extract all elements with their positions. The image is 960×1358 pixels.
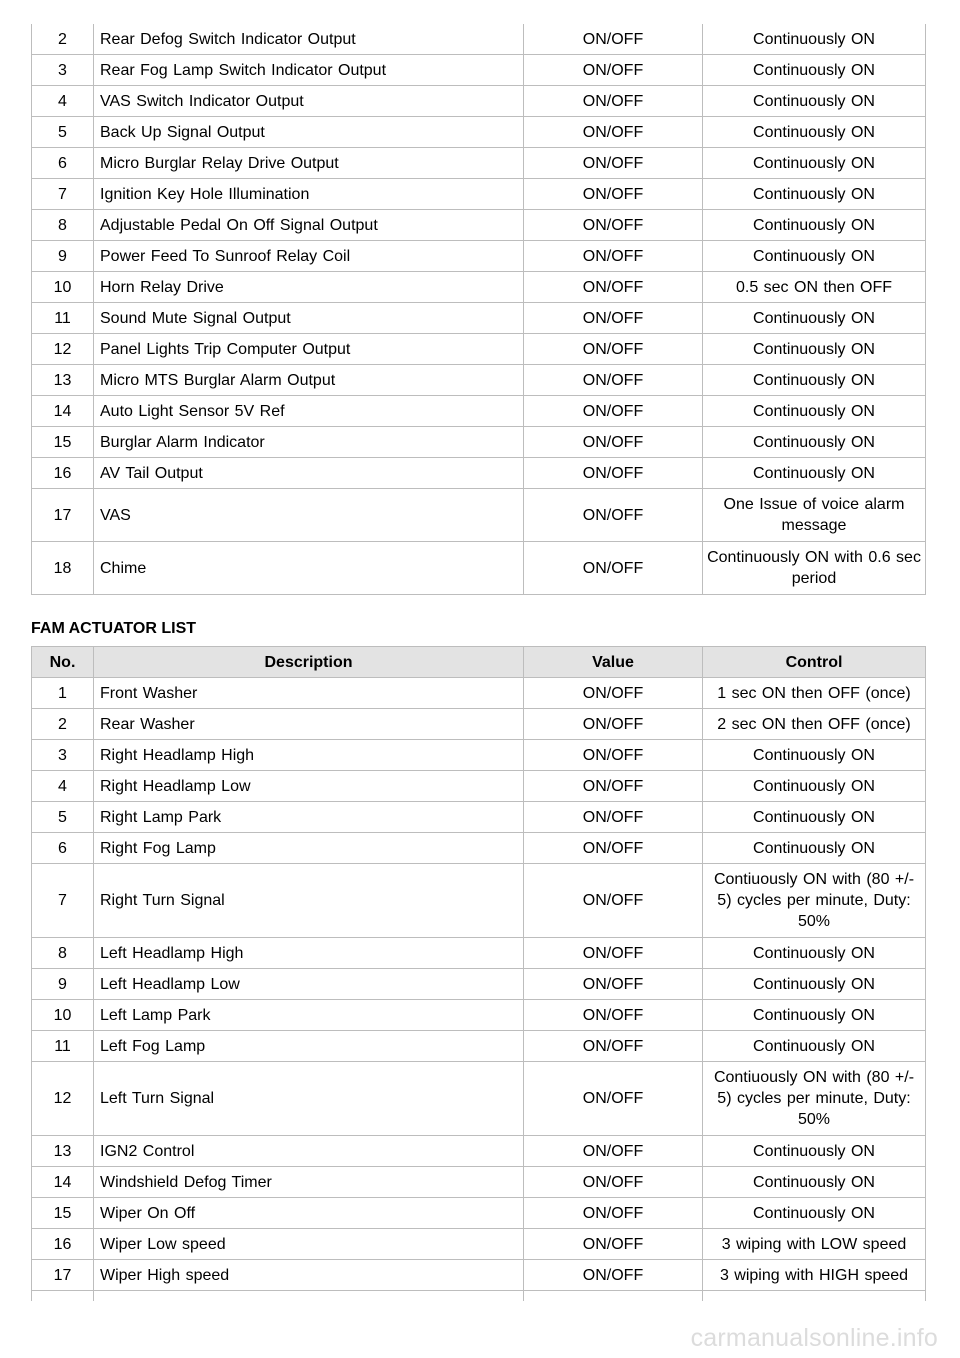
row-control: Continuously ON xyxy=(703,86,926,117)
table-row xyxy=(32,542,926,595)
row-value: ON/OFF xyxy=(524,396,703,427)
table-header-row xyxy=(32,647,926,678)
table-row xyxy=(32,771,926,802)
row-number: 9 xyxy=(32,241,94,272)
table-row xyxy=(32,864,926,938)
table-row-continuation xyxy=(32,1291,926,1302)
row-control: Continuously ON xyxy=(703,833,926,864)
row-description: Burglar Alarm Indicator xyxy=(94,427,524,458)
row-number: 8 xyxy=(32,938,94,969)
continuation-cell xyxy=(524,1291,703,1302)
table-row xyxy=(32,802,926,833)
row-number: 9 xyxy=(32,969,94,1000)
table-row xyxy=(32,1229,926,1260)
row-number: 12 xyxy=(32,334,94,365)
watermark: carmanualsonline.info xyxy=(690,1324,938,1352)
table-row xyxy=(32,24,926,55)
table-row xyxy=(32,458,926,489)
continuation-cell xyxy=(32,1291,94,1302)
row-number: 5 xyxy=(32,117,94,148)
table-row xyxy=(32,272,926,303)
row-number: 2 xyxy=(32,24,94,55)
row-value: ON/OFF xyxy=(524,1260,703,1291)
row-description: Panel Lights Trip Computer Output xyxy=(94,334,524,365)
row-control: 1 sec ON then OFF (once) xyxy=(703,678,926,709)
row-value: ON/OFF xyxy=(524,179,703,210)
row-value: ON/OFF xyxy=(524,542,703,595)
row-description: Adjustable Pedal On Off Signal Output xyxy=(94,210,524,241)
row-value: ON/OFF xyxy=(524,938,703,969)
row-number: 13 xyxy=(32,1136,94,1167)
table-row xyxy=(32,55,926,86)
row-number: 16 xyxy=(32,1229,94,1260)
header-control: Control xyxy=(703,647,926,678)
table-row xyxy=(32,334,926,365)
row-value: ON/OFF xyxy=(524,1062,703,1136)
row-value: ON/OFF xyxy=(524,709,703,740)
row-control: Continuously ON xyxy=(703,396,926,427)
row-value: ON/OFF xyxy=(524,489,703,542)
row-number: 4 xyxy=(32,771,94,802)
row-number: 17 xyxy=(32,489,94,542)
row-number: 18 xyxy=(32,542,94,595)
row-description: AV Tail Output xyxy=(94,458,524,489)
row-number: 15 xyxy=(32,1198,94,1229)
row-number: 6 xyxy=(32,833,94,864)
row-control: Continuously ON xyxy=(703,969,926,1000)
row-number: 7 xyxy=(32,864,94,938)
row-number: 5 xyxy=(32,802,94,833)
row-description: Front Washer xyxy=(94,678,524,709)
row-description: Windshield Defog Timer xyxy=(94,1167,524,1198)
row-number: 7 xyxy=(32,179,94,210)
table-row xyxy=(32,365,926,396)
header-no: No. xyxy=(32,647,94,678)
row-description: Micro MTS Burglar Alarm Output xyxy=(94,365,524,396)
row-number: 10 xyxy=(32,1000,94,1031)
row-value: ON/OFF xyxy=(524,117,703,148)
row-control: Continuously ON xyxy=(703,458,926,489)
row-description: IGN2 Control xyxy=(94,1136,524,1167)
row-control: Continuously ON xyxy=(703,365,926,396)
continuation-cell xyxy=(703,1291,926,1302)
row-control: Continuously ON xyxy=(703,802,926,833)
table-row xyxy=(32,1260,926,1291)
row-value: ON/OFF xyxy=(524,1031,703,1062)
table-row xyxy=(32,938,926,969)
row-value: ON/OFF xyxy=(524,24,703,55)
row-number: 1 xyxy=(32,678,94,709)
row-number: 3 xyxy=(32,740,94,771)
row-value: ON/OFF xyxy=(524,55,703,86)
row-control: Continuously ON xyxy=(703,1000,926,1031)
row-description: Horn Relay Drive xyxy=(94,272,524,303)
row-value: ON/OFF xyxy=(524,969,703,1000)
row-description: Auto Light Sensor 5V Ref xyxy=(94,396,524,427)
row-description: Right Turn Signal xyxy=(94,864,524,938)
row-control: 3 wiping with HIGH speed xyxy=(703,1260,926,1291)
row-value: ON/OFF xyxy=(524,771,703,802)
table-row xyxy=(32,148,926,179)
row-number: 16 xyxy=(32,458,94,489)
row-description: Back Up Signal Output xyxy=(94,117,524,148)
row-value: ON/OFF xyxy=(524,1198,703,1229)
row-number: 4 xyxy=(32,86,94,117)
row-value: ON/OFF xyxy=(524,303,703,334)
row-number: 2 xyxy=(32,709,94,740)
row-control: Continuously ON xyxy=(703,55,926,86)
row-control: Continuously ON xyxy=(703,938,926,969)
fam-actuator-table xyxy=(31,646,926,1301)
table-row xyxy=(32,709,926,740)
table-row xyxy=(32,1136,926,1167)
table-row xyxy=(32,86,926,117)
table-row xyxy=(32,210,926,241)
row-control: Continuously ON xyxy=(703,303,926,334)
table-row xyxy=(32,1167,926,1198)
row-description: Micro Burglar Relay Drive Output xyxy=(94,148,524,179)
row-description: Rear Washer xyxy=(94,709,524,740)
table-row xyxy=(32,427,926,458)
row-number: 3 xyxy=(32,55,94,86)
row-number: 10 xyxy=(32,272,94,303)
row-value: ON/OFF xyxy=(524,678,703,709)
table-row xyxy=(32,489,926,542)
row-control: Continuously ON xyxy=(703,427,926,458)
row-description: Left Lamp Park xyxy=(94,1000,524,1031)
row-value: ON/OFF xyxy=(524,458,703,489)
row-description: Left Headlamp High xyxy=(94,938,524,969)
row-value: ON/OFF xyxy=(524,241,703,272)
row-description: VAS xyxy=(94,489,524,542)
row-description: Ignition Key Hole Illumination xyxy=(94,179,524,210)
table-row xyxy=(32,969,926,1000)
table-row xyxy=(32,1198,926,1229)
row-number: 14 xyxy=(32,1167,94,1198)
row-value: ON/OFF xyxy=(524,210,703,241)
row-control: Continuously ON xyxy=(703,334,926,365)
row-description: Left Fog Lamp xyxy=(94,1031,524,1062)
table-row xyxy=(32,179,926,210)
row-description: Sound Mute Signal Output xyxy=(94,303,524,334)
table-row xyxy=(32,117,926,148)
actuator-table-continued xyxy=(31,24,926,595)
row-number: 11 xyxy=(32,303,94,334)
row-value: ON/OFF xyxy=(524,1136,703,1167)
row-control: Continuously ON xyxy=(703,241,926,272)
table-row xyxy=(32,1000,926,1031)
row-number: 15 xyxy=(32,427,94,458)
row-control: Continuously ON xyxy=(703,1167,926,1198)
row-value: ON/OFF xyxy=(524,86,703,117)
table-row xyxy=(32,241,926,272)
row-control: Continuously ON xyxy=(703,24,926,55)
table-row xyxy=(32,833,926,864)
table-row xyxy=(32,740,926,771)
row-control: Continuously ON xyxy=(703,740,926,771)
row-control: 0.5 sec ON then OFF xyxy=(703,272,926,303)
row-number: 14 xyxy=(32,396,94,427)
row-control: Continuously ON xyxy=(703,148,926,179)
row-control: Continuously ON xyxy=(703,179,926,210)
row-number: 6 xyxy=(32,148,94,179)
row-control: Continuously ON with 0.6 sec period xyxy=(703,542,926,595)
row-description: Left Headlamp Low xyxy=(94,969,524,1000)
section-heading: FAM ACTUATOR LIST xyxy=(31,620,197,637)
row-control: Continuously ON xyxy=(703,117,926,148)
row-description: Right Lamp Park xyxy=(94,802,524,833)
row-description: Wiper Low speed xyxy=(94,1229,524,1260)
row-control: Continuously ON xyxy=(703,771,926,802)
row-number: 17 xyxy=(32,1260,94,1291)
row-number: 12 xyxy=(32,1062,94,1136)
row-value: ON/OFF xyxy=(524,334,703,365)
row-description: Wiper On Off xyxy=(94,1198,524,1229)
row-value: ON/OFF xyxy=(524,802,703,833)
row-value: ON/OFF xyxy=(524,740,703,771)
row-value: ON/OFF xyxy=(524,427,703,458)
table-row xyxy=(32,678,926,709)
table-row xyxy=(32,303,926,334)
row-description: Left Turn Signal xyxy=(94,1062,524,1136)
row-description: VAS Switch Indicator Output xyxy=(94,86,524,117)
row-control: 2 sec ON then OFF (once) xyxy=(703,709,926,740)
row-description: Chime xyxy=(94,542,524,595)
row-control: Continuously ON xyxy=(703,1031,926,1062)
row-number: 8 xyxy=(32,210,94,241)
row-number: 11 xyxy=(32,1031,94,1062)
row-description: Right Headlamp Low xyxy=(94,771,524,802)
row-value: ON/OFF xyxy=(524,365,703,396)
continuation-cell xyxy=(94,1291,524,1302)
row-control: Contiuously ON with (80 +/- 5) cycles per minute, Duty: 50% xyxy=(703,864,926,938)
table-row xyxy=(32,1062,926,1136)
row-control: Continuously ON xyxy=(703,1198,926,1229)
row-control: Contiuously ON with (80 +/- 5) cycles per minute, Duty: 50% xyxy=(703,1062,926,1136)
row-value: ON/OFF xyxy=(524,864,703,938)
row-description: Rear Defog Switch Indicator Output xyxy=(94,24,524,55)
table-row xyxy=(32,1031,926,1062)
row-value: ON/OFF xyxy=(524,272,703,303)
row-description: Power Feed To Sunroof Relay Coil xyxy=(94,241,524,272)
row-value: ON/OFF xyxy=(524,1229,703,1260)
row-control: Continuously ON xyxy=(703,210,926,241)
row-control: Continuously ON xyxy=(703,1136,926,1167)
row-value: ON/OFF xyxy=(524,833,703,864)
row-description: Right Headlamp High xyxy=(94,740,524,771)
row-value: ON/OFF xyxy=(524,1167,703,1198)
row-number: 13 xyxy=(32,365,94,396)
row-control: 3 wiping with LOW speed xyxy=(703,1229,926,1260)
header-description: Description xyxy=(94,647,524,678)
row-description: Rear Fog Lamp Switch Indicator Output xyxy=(94,55,524,86)
header-value: Value xyxy=(524,647,703,678)
row-value: ON/OFF xyxy=(524,148,703,179)
row-value: ON/OFF xyxy=(524,1000,703,1031)
table-row xyxy=(32,396,926,427)
row-description: Right Fog Lamp xyxy=(94,833,524,864)
row-control: One Issue of voice alarm message xyxy=(703,489,926,542)
row-description: Wiper High speed xyxy=(94,1260,524,1291)
